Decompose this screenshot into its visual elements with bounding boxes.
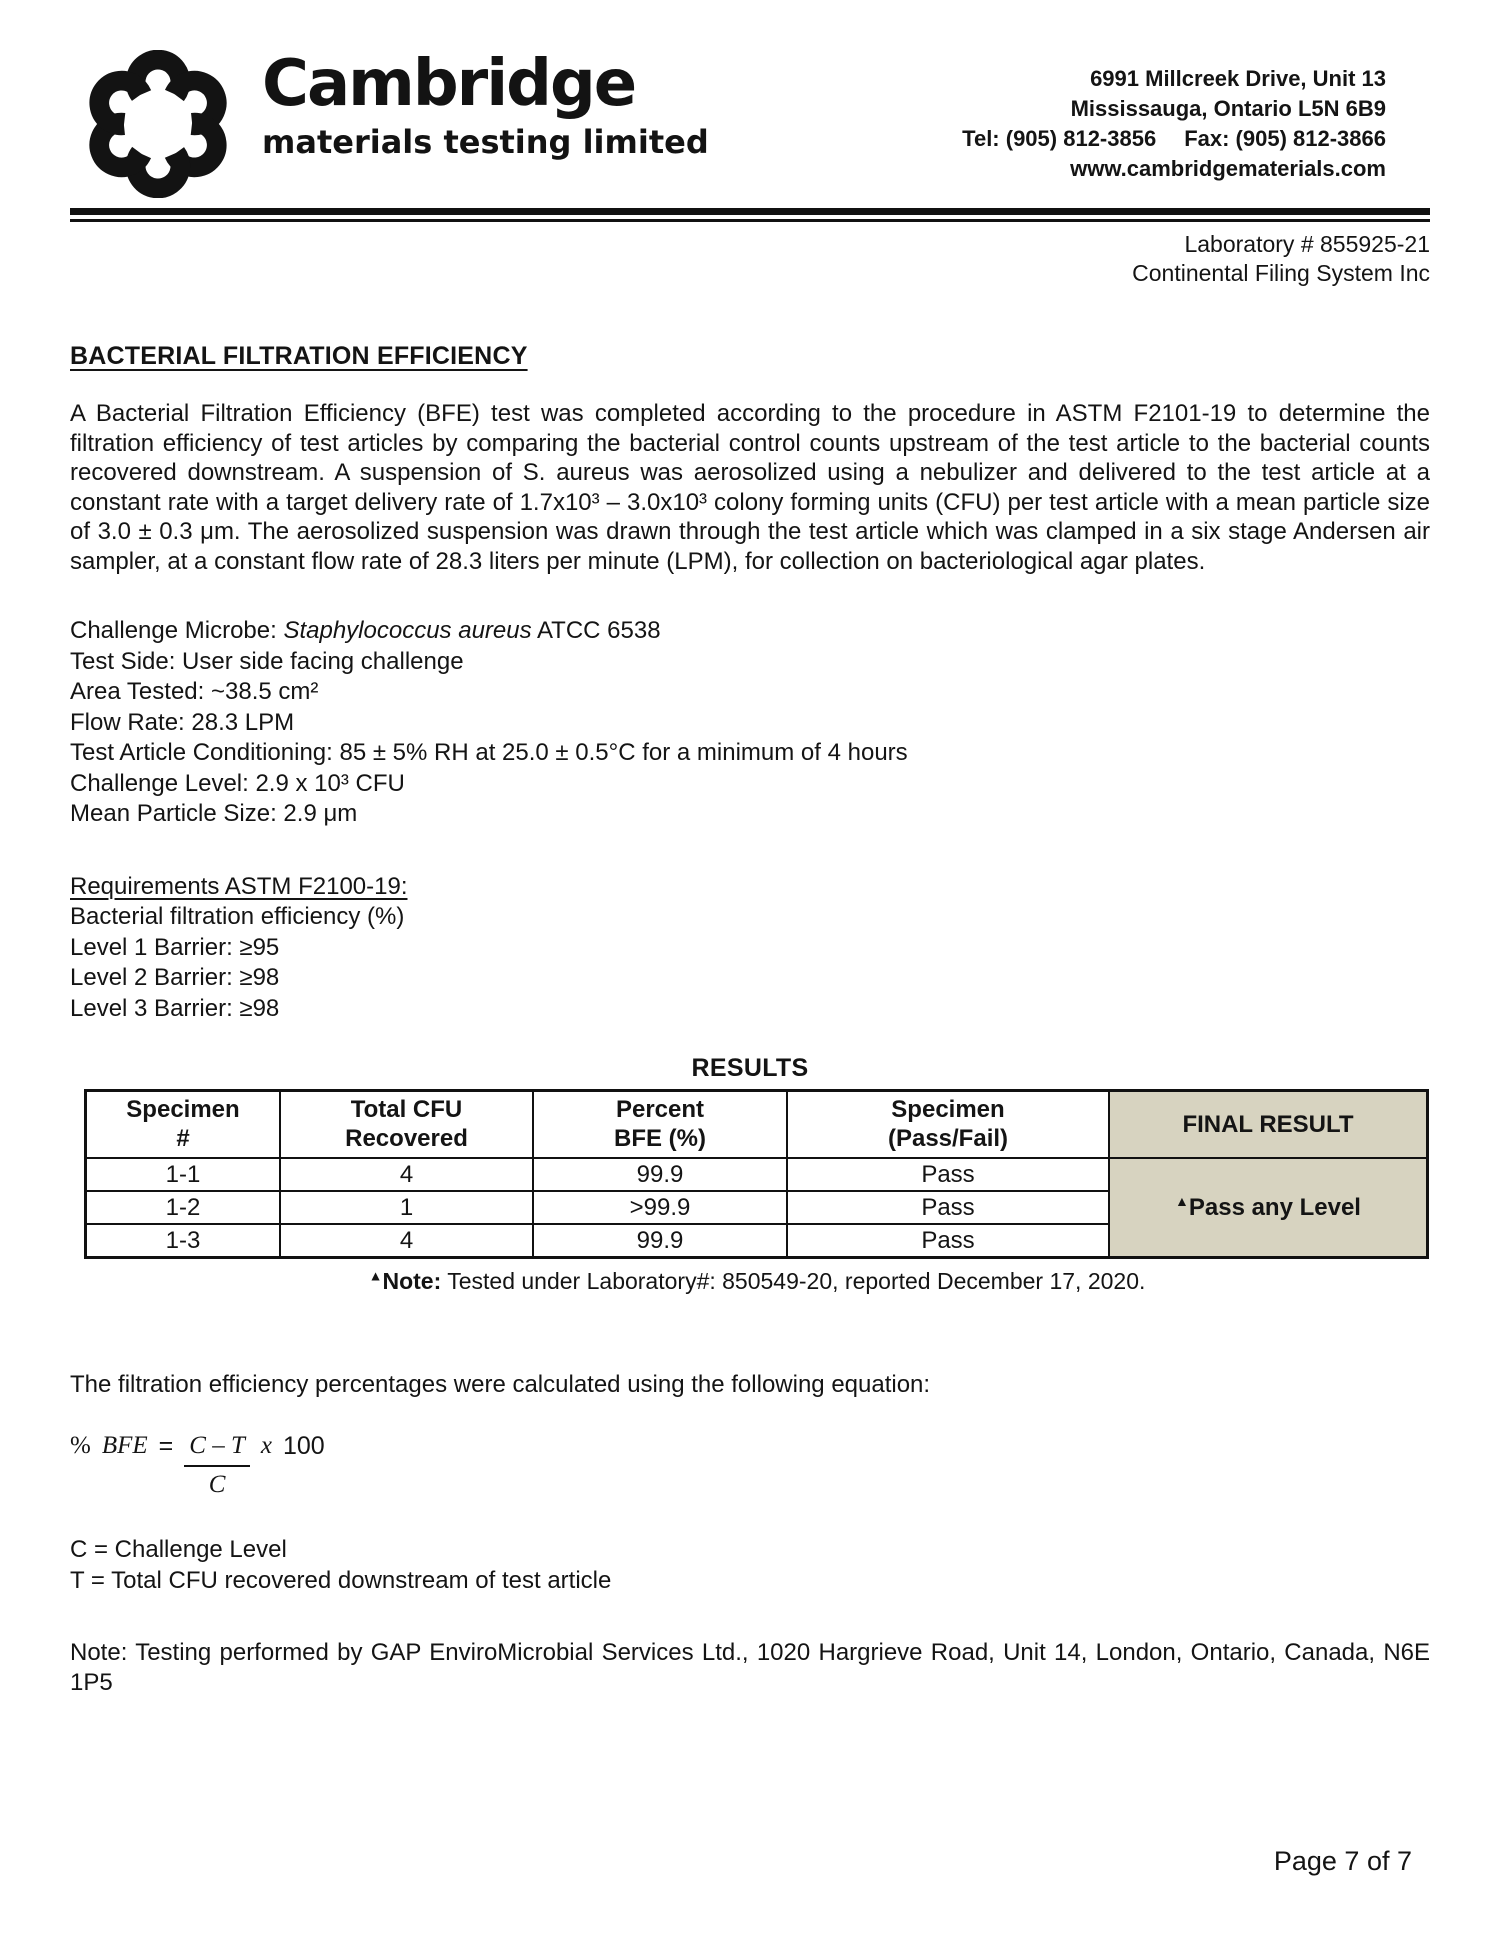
- microbe-species: Staphylococcus aureus: [283, 617, 532, 644]
- requirement-level-2: Level 2 Barrier: ≥98: [70, 964, 280, 991]
- param-flow-rate: Flow Rate: 28.3 LPM: [70, 708, 295, 736]
- col-specimen: Specimen #: [86, 1091, 281, 1159]
- requirement-bfe: Bacterial filtration efficiency (%): [70, 903, 405, 930]
- requirements-heading: Requirements ASTM F2100-19:: [70, 872, 408, 900]
- col-total-cfu: Total CFU Recovered: [280, 1091, 533, 1159]
- equation-legend: [70, 1534, 1430, 1596]
- requirement-level-3: Level 3 Barrier: ≥98: [70, 994, 280, 1022]
- legend-t: T = Total CFU recovered downstream of test article: [70, 1567, 612, 1594]
- col-final-result: FINAL RESULT: [1109, 1091, 1428, 1159]
- param-challenge-microbe: Challenge Microbe: Staphylococcus aureus ATCC 6538: [70, 617, 661, 644]
- header-divider: [70, 208, 1430, 222]
- website-url: www.cambridgematerials.com: [1070, 156, 1386, 181]
- results-header-row: [86, 1091, 1428, 1159]
- company-address: [962, 50, 1430, 184]
- page-title: BACTERIAL FILTRATION EFFICIENCY: [70, 342, 528, 370]
- eq-percent: %: [70, 1432, 91, 1459]
- eq-denominator: C: [208, 1471, 226, 1498]
- lab-info: [70, 230, 1430, 288]
- cell-cfu: 1: [280, 1191, 533, 1224]
- eq-numerator: C – T: [184, 1431, 250, 1467]
- cell-bfe: 99.9: [533, 1224, 787, 1258]
- param-area-tested: Area Tested: ~38.5 cm²: [70, 678, 319, 705]
- brand-name: Cambridge: [262, 47, 636, 121]
- col-pass-fail: Specimen (Pass/Fail): [787, 1091, 1109, 1159]
- tel-number: Tel: (905) 812-3856: [962, 126, 1157, 151]
- cell-result: Pass: [787, 1191, 1109, 1224]
- param-challenge-level: Challenge Level: 2.9 x 10³ CFU: [70, 769, 405, 797]
- requirements-section: [70, 872, 1430, 1025]
- address-line-2: Mississauga, Ontario L5N 6B9: [1070, 96, 1386, 121]
- cell-specimen: 1-3: [86, 1224, 281, 1258]
- testing-note: Note: Testing performed by GAP EnviroMicrobial Services Ltd., 1020 Hargrieve Road, Unit 14, London, Ontario, Canada, N6E 1P5: [70, 1639, 1430, 1696]
- intro-paragraph: A Bacterial Filtration Efficiency (BFE) test was completed according to the procedure in ASTM F2101-19 to determine the filtration efficiency of test articles by comparing the bacterial control counts upstream of the test article to the bacterial counts recovered downstream. A suspension of S. aureus was aerosolized using a nebulizer and delivered to the test article at a constant rate with a target delivery rate of 1.7x10³ – 3.0x10³ colony forming units (CFU) per test article with a mean particle size of 3.0 ± 0.3 μm. The aerosolized suspension was drawn through the test article which was clamped in a six stage Andersen air sampler, at a constant flow rate of 28.3 liters per minute (LPM), for collection on bacteriological agar plates.: [70, 400, 1430, 575]
- cell-result: Pass: [787, 1224, 1109, 1258]
- table-footnote: ▲Note: Tested under Laboratory#: 850549-20, reported December 17, 2020.: [368, 1267, 1146, 1294]
- client-name: Continental Filing System Inc: [1132, 260, 1430, 286]
- company-logo: [70, 47, 709, 198]
- eq-fraction: [184, 1431, 250, 1500]
- eq-equals: =: [158, 1432, 174, 1460]
- report-header: [70, 47, 1430, 200]
- phone-line: [962, 124, 1386, 154]
- requirement-level-1: Level 1 Barrier: ≥95: [70, 933, 280, 961]
- cell-specimen: 1-1: [86, 1158, 281, 1191]
- table-row: [86, 1158, 1428, 1191]
- cell-cfu: 4: [280, 1158, 533, 1191]
- cell-result: Pass: [787, 1158, 1109, 1191]
- results-table: [84, 1089, 1429, 1259]
- eq-hundred: 100: [282, 1432, 325, 1460]
- laboratory-number: Laboratory # 855925-21: [1184, 231, 1430, 257]
- address-line-1: 6991 Millcreek Drive, Unit 13: [1090, 66, 1386, 91]
- note-marker-icon: ▲: [1175, 1192, 1189, 1209]
- company-wordmark: [262, 47, 709, 161]
- cell-cfu: 4: [280, 1224, 533, 1258]
- cell-specimen: 1-2: [86, 1191, 281, 1224]
- equation-intro: The filtration efficiency percentages were calculated using the following equation:: [70, 1371, 931, 1398]
- legend-c: C = Challenge Level: [70, 1536, 287, 1563]
- col-percent-bfe: Percent BFE (%): [533, 1091, 787, 1159]
- eq-bfe: BFE: [101, 1432, 148, 1459]
- note-marker-icon: ▲: [368, 1267, 383, 1284]
- cell-bfe: 99.9: [533, 1158, 787, 1191]
- brand-tagline: materials testing limited: [262, 123, 709, 161]
- bfe-equation: [70, 1431, 1430, 1500]
- results-caption: RESULTS: [691, 1054, 809, 1082]
- fax-number: Fax: (905) 812-3866: [1184, 126, 1386, 151]
- page-number: Page 7 of 7: [1273, 1846, 1412, 1876]
- param-particle-size: Mean Particle Size: 2.9 μm: [70, 800, 358, 827]
- eq-times: x: [260, 1432, 272, 1459]
- test-parameters: [70, 616, 1430, 830]
- param-conditioning: Test Article Conditioning: 85 ± 5% RH at 25.0 ± 0.5°C for a minimum of 4 hours: [70, 739, 908, 766]
- final-result-cell: ▲Pass any Level: [1109, 1158, 1428, 1258]
- cell-bfe: >99.9: [533, 1191, 787, 1224]
- param-test-side: Test Side: User side facing challenge: [70, 647, 464, 675]
- cambridge-logo-icon: [82, 50, 234, 198]
